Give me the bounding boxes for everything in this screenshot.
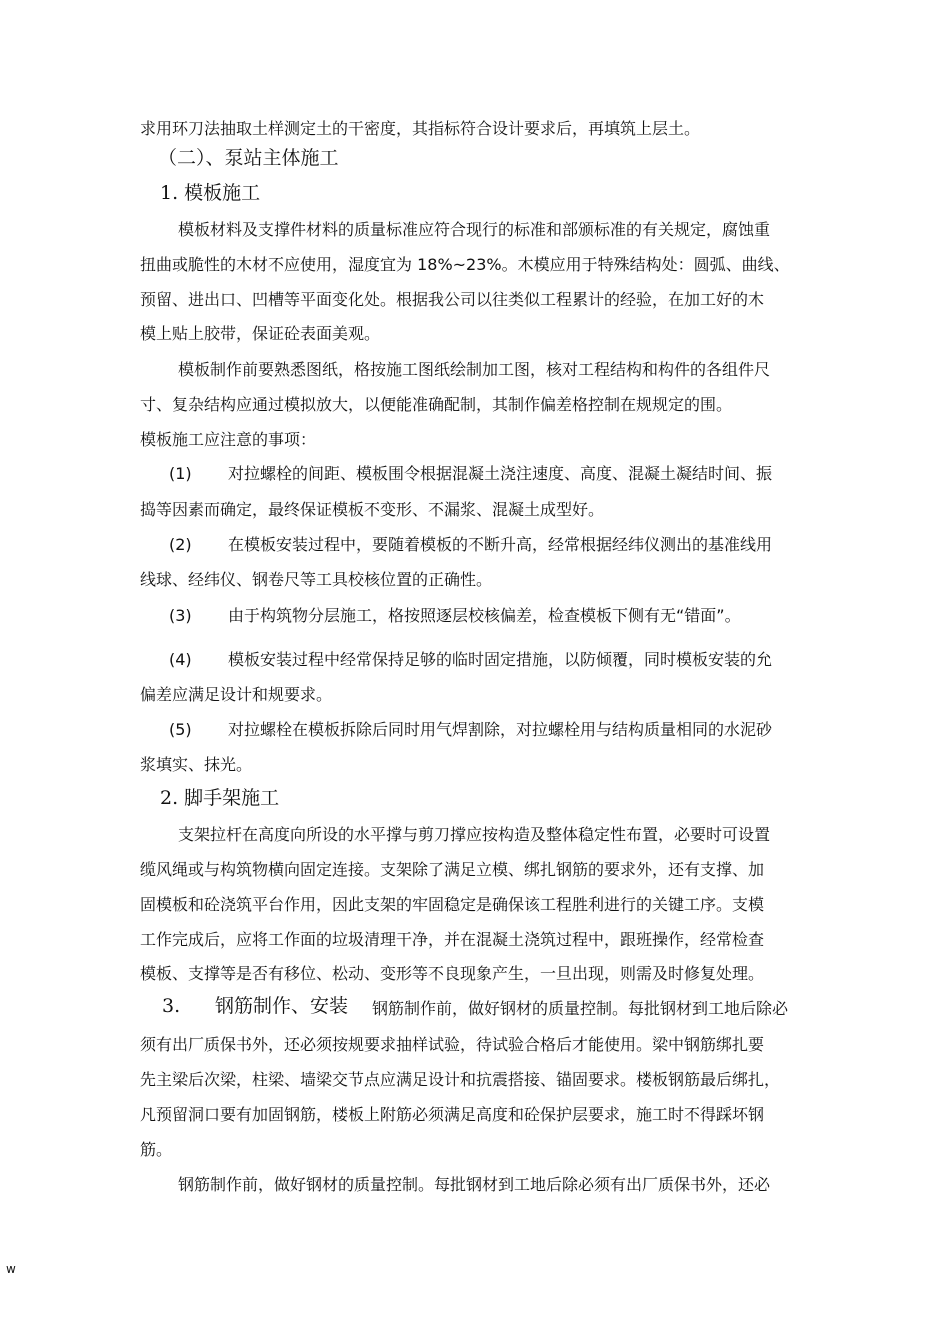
paragraph-line: 求用环刀法抽取土样测定土的干密度，其指标符合设计要求后，再填筑上层土。 bbox=[140, 119, 701, 138]
subsection-heading: 1. 模板施工 bbox=[160, 182, 261, 204]
paragraph-line: 模上贴上胶带，保证砼表面美观。 bbox=[140, 324, 381, 343]
paragraph-line: 扭曲或脆性的木材不应使用，湿度宜为 18%~23%。木模应用于特殊结构处：圆弧、曲线、 bbox=[140, 255, 790, 274]
paragraph-line: 支架拉杆在高度向所设的水平撑与剪刀撑应按构造及整体稳定性布置，必要时可设置 bbox=[178, 825, 771, 844]
paragraph-line: 须有出厂质保书外，还必须按规要求抽样试验，待试验合格后才能使用。梁中钢筋绑扎要 bbox=[140, 1035, 765, 1054]
list-number: (5) bbox=[169, 720, 192, 739]
paragraph-line: 模板材料及支撑件材料的质量标准应符合现行的标准和部颁标准的有关规定，腐蚀重 bbox=[178, 220, 771, 239]
paragraph-line: 钢筋制作前，做好钢材的质量控制。每批钢材到工地后除必须有出厂质保书外，还必 bbox=[178, 1175, 771, 1194]
paragraph-line: 先主梁后次梁，柱梁、墙梁交节点应满足设计和抗震搭接、锚固要求。楼板钢筋最后绑扎， bbox=[140, 1070, 781, 1089]
paragraph-line: 缆风绳或与构筑物横向固定连接。支架除了满足立模、绑扎钢筋的要求外，还有支撑、加 bbox=[140, 860, 765, 879]
list-number: (2) bbox=[169, 535, 192, 554]
list-number: (3) bbox=[169, 606, 192, 625]
paragraph-line: 工作完成后，应将工作面的垃圾清理干净，并在混凝土浇筑过程中，跟班操作，经常检查 bbox=[140, 930, 765, 949]
paragraph-line: 预留、进出口、凹槽等平面变化处。根据我公司以往类似工程累计的经验，在加工好的木 bbox=[140, 290, 765, 309]
list-item-text: 线球、经纬仪、钢卷尺等工具校核位置的正确性。 bbox=[140, 570, 493, 589]
list-item-text: 捣等因素而确定，最终保证模板不变形、不漏浆、混凝土成型好。 bbox=[140, 500, 605, 519]
paragraph-line: 寸、复杂结构应通过模拟放大，以便能准确配制，其制作偏差格控制在规规定的围。 bbox=[140, 395, 733, 414]
paragraph-line: 钢筋制作前，做好钢材的质量控制。每批钢材到工地后除必 bbox=[372, 999, 789, 1018]
paragraph-line: 凡预留洞口要有加固钢筋，楼板上附筋必须满足高度和砼保护层要求，施工时不得踩坏钢 bbox=[140, 1105, 765, 1124]
subsection-heading: 2. 脚手架施工 bbox=[160, 787, 280, 809]
list-item-text: 浆填实、抹光。 bbox=[140, 755, 253, 774]
list-item-text: 偏差应满足设计和规要求。 bbox=[140, 685, 333, 704]
list-item-text: 模板安装过程中经常保持足够的临时固定措施，以防倾覆，同时模板安装的允 bbox=[228, 650, 773, 669]
paragraph-line: 筋。 bbox=[140, 1140, 173, 1159]
section-heading: （二）、泵站主体施工 bbox=[158, 147, 339, 169]
list-number: (1) bbox=[169, 464, 192, 483]
paragraph-line: 模板、支撑等是否有移位、松动、变形等不良现象产生，一旦出现，则需及时修复处理。 bbox=[140, 964, 765, 983]
list-item-text: 对拉螺栓的间距、模板围令根据混凝土浇注速度、高度、混凝土凝结时间、振 bbox=[228, 464, 773, 483]
list-item-text: 在模板安装过程中，要随着模板的不断升高，经常根据经纬仪测出的基准线用 bbox=[228, 535, 773, 554]
list-number: (4) bbox=[169, 650, 192, 669]
paragraph-line: 模板施工应注意的事项： bbox=[140, 430, 317, 449]
page-footer-mark: w bbox=[6, 1262, 16, 1276]
subsection-heading: 钢筋制作、安装 bbox=[215, 995, 349, 1017]
paragraph-line: 模板制作前要熟悉图纸，格按施工图纸绘制加工图，核对工程结构和构件的各组件尺 bbox=[178, 360, 771, 379]
list-item-text: 对拉螺栓在模板拆除后同时用气焊割除，对拉螺栓用与结构质量相同的水泥砂 bbox=[228, 720, 773, 739]
subsection-number: 3. bbox=[162, 995, 181, 1017]
list-item-text: 由于构筑物分层施工，格按照逐层校核偏差，检查模板下侧有无“错面”。 bbox=[228, 606, 741, 625]
paragraph-line: 固模板和砼浇筑平台作用，因此支架的牢固稳定是确保该工程胜利进行的关键工序。支模 bbox=[140, 895, 765, 914]
